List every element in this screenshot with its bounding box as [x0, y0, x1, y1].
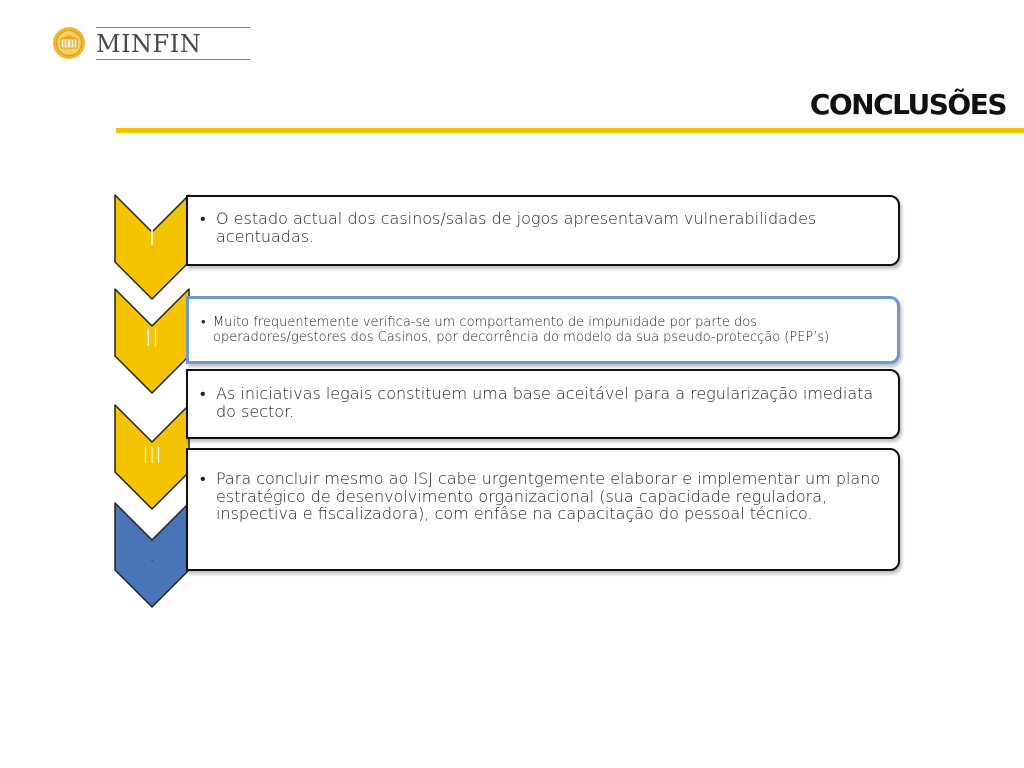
logo-rule-bottom: [96, 59, 250, 60]
minfin-logo: [52, 24, 202, 64]
conclusion-text-1: • O estado actual dos casinos/salas de jogos apresentavam vulnerabilidades acentuadas.: [188, 210, 888, 246]
step-label-2: II: [144, 324, 160, 352]
conclusion-box-4: [186, 448, 900, 571]
chevron-step-1: [114, 194, 190, 300]
logo-text: MINFIN: [96, 30, 202, 58]
conclusion-text-2: • Muito frequentemente verifica-se um comportamento de impunidade por parte dos operadores/gestores dos Casinos, por decorrência do modelo da sua pseudo-protecção (PEP’s): [189, 316, 887, 345]
page-title: CONCLUSÕES: [809, 88, 1006, 121]
conclusion-box-3: [186, 369, 900, 439]
step-label-3: III: [142, 444, 162, 469]
conclusion-text-4: • Para concluir mesmo ao ISJ cabe urgentgemente elaborar e implementar um plano estratégico de desenvolvimento organizacional (sua capacidade reguladora, inspectiva e fiscalizadora), com enfâse na capacitação do pessoal técnico.: [188, 470, 888, 523]
chevron-step-4: [114, 502, 190, 608]
step-label-4: .: [149, 546, 155, 565]
conclusion-text-3: • As iniciativas legais constituem uma base aceitável para a regularização imediata do sector.: [188, 385, 888, 421]
conclusion-box-2: [186, 296, 900, 364]
title-underline: [116, 128, 1024, 133]
seal-icon: [52, 26, 86, 60]
step-label-1: I: [147, 218, 157, 253]
conclusion-box-1: [186, 195, 900, 266]
logo-rule-top: [96, 27, 250, 28]
chevron-step-3: [114, 404, 190, 510]
chevron-step-2: [114, 288, 190, 394]
